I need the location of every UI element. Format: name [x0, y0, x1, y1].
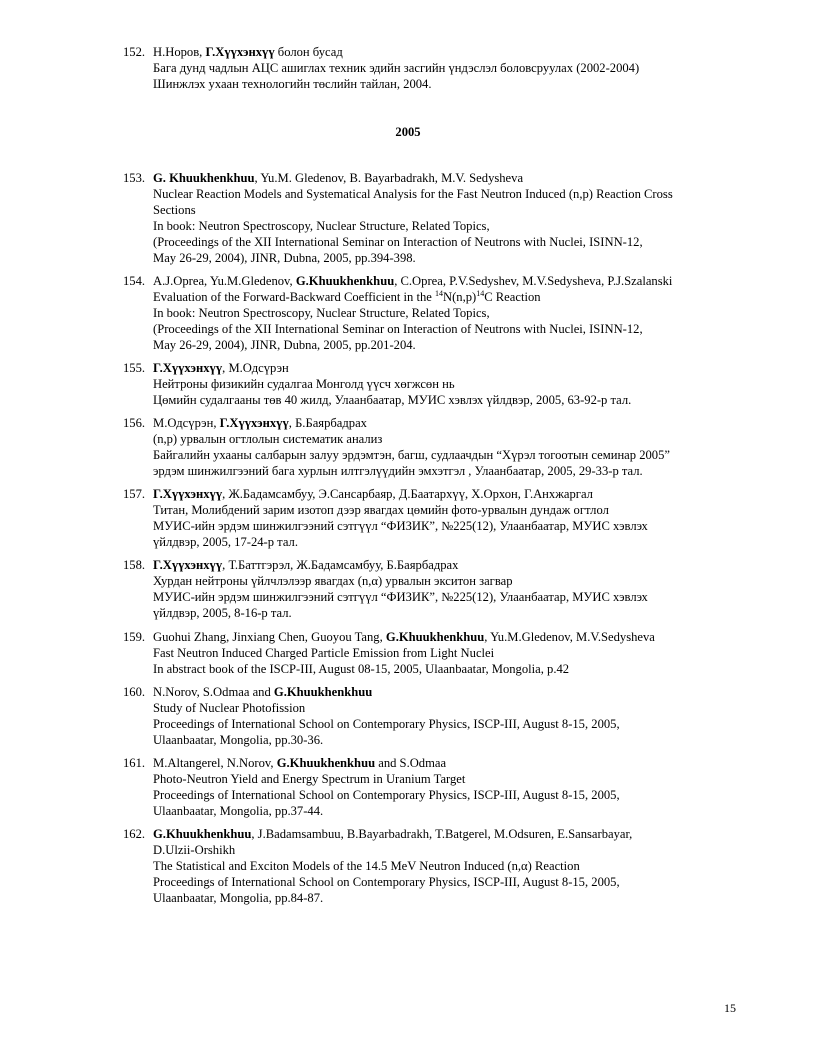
entry-line: Нейтроны физикийн судалгаа Монголд үүсч хөгжсөн нь [153, 377, 455, 391]
title-text: C Reaction [484, 290, 541, 304]
entry-number: 162. [123, 827, 146, 841]
entry-authors [153, 557, 763, 573]
entry-line: Study of Nuclear Photofission [153, 701, 306, 715]
entry-153 [123, 170, 763, 266]
authors-text: М.Одсүрэн, [153, 416, 220, 430]
authors-text: Guohui Zhang, Jinxiang Chen, Guoyou Tang, [153, 630, 386, 644]
authors-text: , C.Oprea, P.V.Sedyshev, M.V.Sedysheva, P.J.Szalanski [394, 274, 673, 288]
entry-line: D.Ulzii-Orshikh [153, 843, 236, 857]
highlighted-author: Г.Хүүхэнхүү [205, 45, 275, 59]
authors-text: , J.Badamsambuu, B.Bayarbadrakh, T.Batgerel, M.Odsuren, E.Sansarbayar, [251, 827, 633, 841]
entry-authors [153, 415, 763, 431]
entry-number: 158. [123, 558, 146, 572]
entry-authors [153, 826, 763, 842]
highlighted-author: G. Khuukhenkhuu [153, 171, 255, 185]
entry-number: 155. [123, 361, 146, 375]
entry-number: 159. [123, 630, 146, 644]
entry-authors [153, 684, 763, 700]
isotope-superscript: 14 [435, 289, 443, 298]
entry-number: 157. [123, 487, 146, 501]
entry-line: May 26-29, 2004), JINR, Dubna, 2005, pp.201-204. [153, 338, 416, 352]
authors-text: , Yu.M. Gledenov, B. Bayarbadrakh, M.V. Sedysheva [254, 171, 524, 185]
highlighted-author: Г.Хүүхэнхүү [153, 487, 223, 501]
authors-text: , Ж.Бадамсамбуу, Э.Сансарбаяр, Д.Баатархүү, Х.Орхон, Г.Анхжаргал [222, 487, 593, 501]
isotope-superscript: 14 [476, 289, 485, 298]
authors-text: Н.Норов, [153, 45, 206, 59]
entry-authors [153, 44, 763, 60]
entry-line: Proceedings of International School on Contemporary Physics, ISCP-III, August 8-15, 2005, [153, 875, 620, 889]
entry-155 [123, 360, 763, 408]
highlighted-author: G.Khuukhenkhuu [153, 827, 252, 841]
authors-text: , Т.Баттгэрэл, Ж.Бадамсамбуу, Б.Баярбадрах [222, 558, 459, 572]
authors-text: N.Norov, S.Odmaa and [153, 685, 274, 699]
entry-line: үйлдвэр, 2005, 8-16-р тал. [153, 606, 292, 620]
entry-line: (Proceedings of the XII International Seminar on Interaction of Neutrons with Nuclei, ISINN-12, [153, 322, 643, 336]
entry-line: Шинжлэх ухаан технологийн төслийн тайлан, 2004. [153, 77, 432, 91]
authors-text: болон бусад [274, 45, 343, 59]
entry-line: (Proceedings of the XII International Seminar on Interaction of Neutrons with Nuclei, ISINN-12, [153, 235, 643, 249]
entry-authors [153, 486, 763, 502]
entry-line: May 26-29, 2004), JINR, Dubna, 2005, pp.394-398. [153, 251, 416, 265]
entry-line: Титан, Молибдений зарим изотоп дээр явагдах цөмийн фото-урвалын дундаж огтлол [153, 503, 609, 517]
entry-title [153, 289, 763, 305]
entry-line: Цөмийн судалгааны төв 40 жилд, Улаанбаатар, МУИС хэвлэх үйлдвэр, 2005, 63-92-р тал. [153, 393, 632, 407]
entry-158 [123, 557, 763, 621]
entry-number: 160. [123, 685, 146, 699]
title-text: Evaluation of the Forward-Backward Coefficient in the [153, 290, 435, 304]
entry-line: (n,p) урвалын огтлолын систематик анализ [153, 432, 383, 446]
page-number: 15 [724, 1001, 736, 1015]
entry-line: In abstract book of the ISCP-III, August 08-15, 2005, Ulaanbaatar, Mongolia, p.42 [153, 662, 570, 676]
entry-152 [123, 44, 763, 92]
authors-text: A.J.Oprea, Yu.M.Gledenov, [153, 274, 296, 288]
entry-authors [153, 629, 763, 645]
highlighted-author: G.Khuukhenkhuu [385, 630, 485, 644]
entry-line: эрдэм шинжилгээний бага хурлын илтгэлүүдийн эмхэтгэл , Улаанбаатар, 2005, 29-33-р тал. [153, 464, 643, 478]
entry-number: 153. [123, 171, 146, 185]
year-heading: 2005 [395, 125, 421, 139]
highlighted-author: Г.Хүүхэнхүү [153, 558, 223, 572]
authors-text: and S.Odmaa [375, 756, 447, 770]
entry-line: The Statistical and Exciton Models of the 14.5 MeV Neutron Induced (n,α) Reaction [153, 859, 580, 873]
highlighted-author: Г.Хүүхэнхүү [219, 416, 289, 430]
title-text: N(n,p) [443, 290, 477, 304]
highlighted-author: G.Khuukhenkhuu [273, 685, 373, 699]
entry-160 [123, 684, 763, 748]
entry-line: Ulaanbaatar, Mongolia, pp.37-44. [153, 804, 324, 818]
entry-authors [153, 170, 763, 186]
entry-line: Fast Neutron Induced Charged Particle Emission from Light Nuclei [153, 646, 495, 660]
entry-line: Ulaanbaatar, Mongolia, pp.84-87. [153, 891, 324, 905]
entry-157 [123, 486, 763, 550]
entry-line: Photo-Neutron Yield and Energy Spectrum in Uranium Target [153, 772, 466, 786]
highlighted-author: G.Khuukhenkhuu [295, 274, 395, 288]
entry-line: Байгалийн ухааны салбарын залуу эрдэмтэн, багш, судлаачдын “Хүрэл тогоотын семинар 2005” [153, 448, 670, 462]
entry-line: Proceedings of International School on Contemporary Physics, ISCP-III, August 8-15, 2005, [153, 717, 620, 731]
entry-line: Бага дунд чадлын АЦС ашиглах техник эдийн засгийн үндэслэл боловсруулах (2002-2004) [153, 61, 640, 75]
entry-159 [123, 629, 763, 677]
entry-154 [123, 273, 763, 353]
entry-line: In book: Neutron Spectroscopy, Nuclear Structure, Related Topics, [153, 219, 490, 233]
entry-line: Proceedings of International School on Contemporary Physics, ISCP-III, August 8-15, 2005, [153, 788, 620, 802]
entry-line: МУИС-ийн эрдэм шинжилгээний сэтгүүл “ФИЗИК”, №225(12), Улаанбаатар, МУИС хэвлэх [153, 519, 648, 533]
authors-text: , Б.Баярбадрах [288, 416, 367, 430]
entry-line: МУИС-ийн эрдэм шинжилгээний сэтгүүл “ФИЗИК”, №225(12), Улаанбаатар, МУИС хэвлэх [153, 590, 648, 604]
entry-authors [153, 755, 763, 771]
entry-line: Sections [153, 203, 196, 217]
entry-line: Ulaanbaatar, Mongolia, pp.30-36. [153, 733, 324, 747]
entry-line: үйлдвэр, 2005, 17-24-р тал. [153, 535, 298, 549]
highlighted-author: Г.Хүүхэнхүү [153, 361, 223, 375]
entry-161 [123, 755, 763, 819]
entry-number: 161. [123, 756, 146, 770]
entry-authors [153, 273, 763, 289]
authors-text: , М.Одсүрэн [222, 361, 289, 375]
entry-line: In book: Neutron Spectroscopy, Nuclear Structure, Related Topics, [153, 306, 490, 320]
entry-156 [123, 415, 763, 479]
entry-line: Nuclear Reaction Models and Systematical Analysis for the Fast Neutron Induced (n,p) Reaction Cross [153, 187, 673, 201]
highlighted-author: G.Khuukhenkhuu [276, 756, 376, 770]
entry-number: 154. [123, 274, 146, 288]
authors-text: M.Altangerel, N.Norov, [153, 756, 277, 770]
entry-number: 152. [123, 45, 146, 59]
entry-authors [153, 360, 763, 376]
entry-162 [123, 826, 763, 906]
entry-number: 156. [123, 416, 146, 430]
authors-text: , Yu.M.Gledenov, M.V.Sedysheva [484, 630, 655, 644]
entry-line: Хурдан нейтроны үйлчлэлээр явагдах (n,α) урвалын экситон загвар [153, 574, 513, 588]
